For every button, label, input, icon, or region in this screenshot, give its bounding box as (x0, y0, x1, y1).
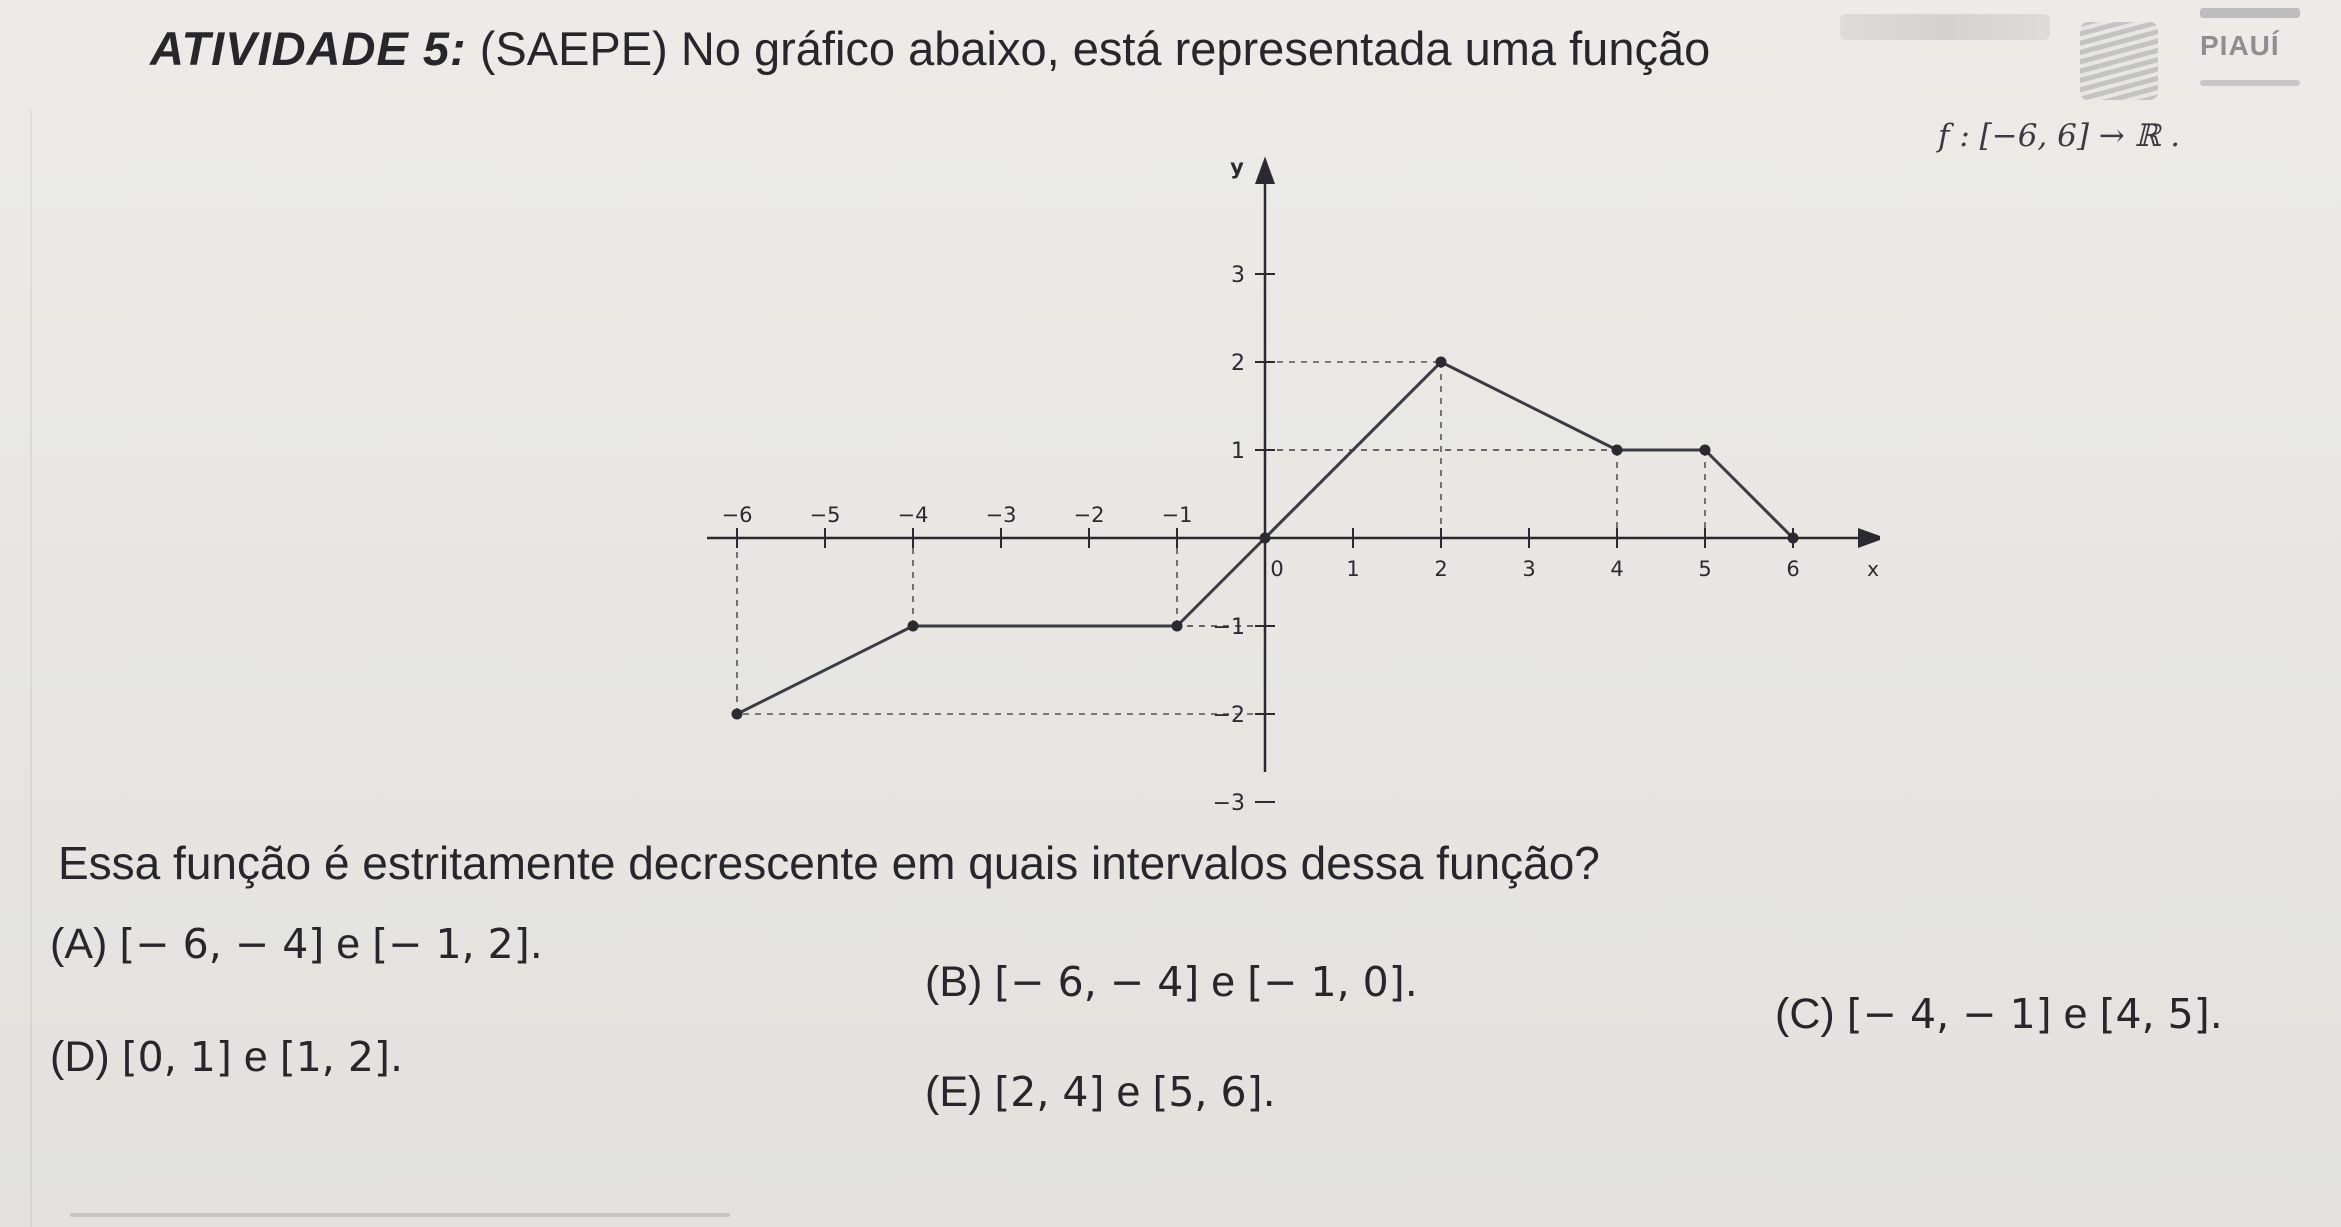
logo-emblem-icon (2080, 22, 2158, 100)
option-a-interval-2: [− 1, 2]. (372, 920, 543, 968)
function-point (1260, 533, 1271, 544)
option-e[interactable] (925, 1068, 1276, 1117)
x-tick-label: −5 (809, 503, 841, 527)
activity-title (150, 20, 1790, 78)
x-tick-label: 2 (1434, 557, 1448, 581)
x-tick-label: −3 (985, 503, 1017, 527)
function-point (1700, 445, 1711, 456)
x-axis-label: x (1867, 557, 1879, 581)
x-tick-label: 0 (1270, 557, 1284, 581)
x-tick-label: 4 (1610, 557, 1624, 581)
activity-label: ATIVIDADE 5: (150, 22, 467, 75)
option-a[interactable] (50, 920, 543, 969)
option-b[interactable] (925, 958, 1418, 1007)
y-tick-label: 3 (1231, 263, 1245, 288)
function-notation: f : [−6, 6] → ℝ . (1938, 118, 2181, 154)
function-point (1788, 533, 1799, 544)
option-c-letter: (C) (1775, 990, 1835, 1038)
page-margin-line (30, 110, 32, 1227)
option-c-interval-1: [− 4, − 1] (1846, 990, 2052, 1038)
y-axis-label: y (1230, 155, 1244, 179)
option-a-interval-1: [− 6, − 4] (119, 920, 325, 968)
option-b-conj: e (1211, 958, 1236, 1006)
option-a-conj: e (336, 920, 361, 968)
y-tick-label: −2 (1212, 703, 1245, 728)
option-e-conj: e (1116, 1068, 1141, 1116)
option-a-letter: (A) (50, 920, 108, 968)
option-d-letter: (D) (50, 1033, 110, 1081)
option-e-interval-2: [5, 6]. (1152, 1068, 1276, 1116)
y-tick-label: −1 (1212, 615, 1245, 640)
x-tick-label: −1 (1161, 503, 1193, 527)
function-point (1172, 621, 1183, 632)
option-d-conj: e (243, 1033, 268, 1081)
option-b-letter: (B) (925, 958, 983, 1006)
page-bottom-edge (70, 1213, 730, 1217)
function-point (732, 709, 743, 720)
activity-text: (SAEPE) No gráfico abaixo, está representada uma função (479, 22, 1711, 75)
function-point (908, 621, 919, 632)
option-b-interval-2: [− 1, 0]. (1247, 958, 1418, 1006)
option-c-conj: e (2063, 990, 2088, 1038)
x-tick-label: 5 (1698, 557, 1712, 581)
x-tick-label: 3 (1522, 557, 1536, 581)
logo-top-bar (2200, 8, 2300, 18)
y-tick-label: −3 (1212, 791, 1245, 816)
function-point (1612, 445, 1623, 456)
option-e-letter: (E) (925, 1068, 983, 1116)
option-e-interval-1: [2, 4] (994, 1068, 1105, 1116)
option-b-interval-1: [− 6, − 4] (994, 958, 1200, 1006)
x-tick-label: 6 (1786, 557, 1800, 581)
x-tick-label: −2 (1073, 503, 1105, 527)
option-c[interactable] (1775, 990, 2223, 1039)
y-tick-label: 2 (1231, 351, 1245, 376)
option-d-interval-2: [1, 2]. (279, 1033, 403, 1081)
question-text: Essa função é estritamente decrescente em quais intervalos dessa função? (58, 837, 1600, 889)
axis-labels (722, 155, 1880, 816)
state-logo (2080, 0, 2320, 110)
axes (707, 169, 1873, 772)
function-graph (680, 150, 1880, 830)
x-tick-label: −4 (897, 503, 929, 527)
x-tick-label: 1 (1346, 557, 1360, 581)
option-d[interactable] (50, 1033, 403, 1082)
logo-bottom-bar (2200, 80, 2300, 86)
function-point (1436, 357, 1447, 368)
option-d-interval-1: [0, 1] (121, 1033, 232, 1081)
header-smudge (1840, 14, 2050, 40)
x-tick-label: −6 (721, 503, 753, 527)
logo-state-name: PIAUÍ (2200, 30, 2280, 61)
y-tick-label: 1 (1231, 439, 1245, 464)
option-c-interval-2: [4, 5]. (2099, 990, 2223, 1038)
